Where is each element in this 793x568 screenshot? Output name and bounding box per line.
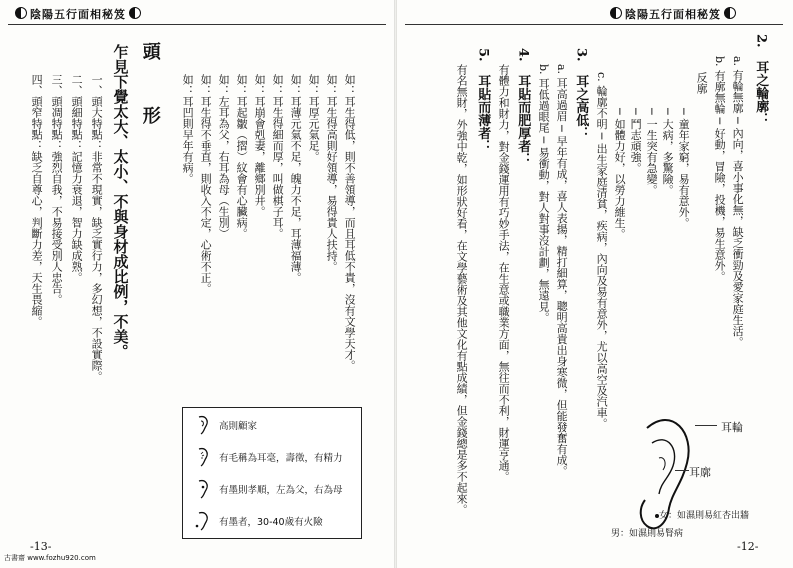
item2-a: a. 有輪無廓 ─ 內向，喜小事化無，缺乏衝勁及愛家庭生活。 [731, 56, 745, 348]
item2-c: c. 輪廓不明 ─ 出生家庭清貧，疾病，內向及易有意外，尤以高空及汽車。 [595, 72, 609, 429]
ear-note-3: 如：耳厚元氣足。 [307, 74, 321, 162]
legend-text-4: 有墨者，30-40歲有火險 [219, 517, 323, 528]
item3-b: b. 耳低過眼尾 ─ 易衝動，對人對事沒計劃，無遠見。 [537, 64, 551, 323]
left-page [0, 0, 396, 568]
item2-fankuo-label: 反廓 [695, 72, 709, 94]
right-header [607, 6, 739, 22]
earlobe-mole-icon [191, 510, 213, 532]
point-1: 一、頭大特點：非常不現實，缺乏實行力，多幻想，不設實際。 [90, 74, 104, 382]
ear-mole-icon [191, 478, 213, 500]
item4-title: 4. 耳貼而肥厚者： [515, 48, 531, 166]
fankuo-item-4: ─ 鬥志頑強。 [629, 108, 643, 174]
hairy-ear-icon [191, 446, 213, 468]
source-credit: 古書齋 www.fozhu920.com [4, 554, 96, 562]
item2-b: b. 有廓無輪 ─ 好動，冒險，投機，易生意外。 [713, 56, 727, 282]
left-page-number: -13- [30, 540, 52, 553]
legend-text-1: 高則顧家 [219, 421, 258, 432]
female-note: 女：如濕則易紅杏出牆 [659, 511, 750, 521]
item4-text: 有體力和財力，對金錢運用有巧妙手法，在生意或職業方面，無往而不利，財運亨通。 [497, 64, 511, 482]
fankuo-item-5: ─ 如體力好，以勞力維生。 [613, 108, 627, 240]
ear-note-2: 如：耳生得高則好領導，易得貴人扶持。 [325, 74, 339, 272]
ear-note-4: 如：耳薄元氣不足，魄力不足，耳薄福薄。 [289, 74, 303, 283]
yin-yang-icon [15, 7, 27, 19]
legend-row-2 [191, 446, 343, 468]
point-2: 二、頭細特點：記憶力衰退，智力缺成熟。 [70, 74, 84, 283]
item5-text: 有名無財，外強中乾，如形狀好看，在文學藝術及其他文化有點成績，但金錢總是多不起來。 [455, 64, 469, 515]
ear-lun-pointer [695, 425, 717, 426]
ear-note-8: 如：左耳為父，右耳為母（生別） [217, 74, 231, 239]
right-header-text: 陰陽五行面相秘笈 [625, 8, 721, 21]
legend-row-3 [191, 478, 343, 500]
ear-icon [191, 414, 213, 436]
section-subtitle: 乍見下覺太大、太小、不與身材成比例，不美。 [111, 44, 130, 359]
legend-text-3: 有墨則孝順，左為父，右為母 [219, 485, 343, 496]
ear-note-9: 如：耳生得不垂直，則收入不定，心術不正。 [199, 74, 213, 294]
fankuo-item-2: ─ 大病，多驚險。 [661, 108, 675, 196]
legend-row-1 [191, 414, 257, 436]
right-header-rule [405, 24, 783, 25]
fankuo-item-1: ─ 童年家窮，易有意外。 [677, 108, 691, 229]
ear-note-1: 如：耳生得低，則不善領導，而且耳低不貴，沒有文學天才。 [343, 74, 357, 371]
yin-yang-icon [610, 7, 622, 19]
ear-kuo-label: 耳廓 [689, 466, 711, 479]
ear-kuo-pointer [675, 470, 689, 471]
ear-legend-box [182, 407, 362, 539]
item3-a: a. 耳高過眉 ─ 早年有成，喜人表揚，精打細算，聰明高貴出身寒微，但能發奮有成。 [555, 64, 569, 477]
left-header-rule [8, 24, 386, 25]
item2-title: 2. 耳之輪廓： [753, 34, 769, 126]
point-4: 四、頭窄特點：缺乏自尊心，判斷力差，天生畏縮。 [30, 74, 44, 327]
fankuo-item-3: ─ 一生突有急變。 [645, 108, 659, 196]
item5-title: 5. 耳貼而薄者： [475, 48, 491, 153]
left-header-text: 陰陽五行面相秘笈 [30, 8, 126, 21]
right-page-number: -12- [737, 540, 759, 553]
item3-title: 3. 耳之高低： [573, 48, 589, 140]
right-page [397, 0, 793, 568]
ear-note-10: 如：耳凹則早年有病。 [181, 74, 195, 184]
legend-text-2: 有毛稱為耳毫，壽徵，有精力 [219, 453, 343, 464]
yin-yang-icon [724, 7, 736, 19]
left-header [12, 6, 144, 22]
male-note: 男：如濕則易腎病 [611, 529, 684, 539]
ear-lun-label: 耳輪 [721, 421, 743, 434]
legend-row-4 [191, 510, 323, 532]
ear-note-7: 如：耳起皺（摺）紋會有心臟病。 [235, 74, 249, 239]
ear-note-5: 如：耳生得細而厚，叫做棋子耳。 [271, 74, 285, 239]
point-3: 三、頭凋特點：強烈自我，不易接受別人忠告。 [50, 74, 64, 305]
section-title: 頭 形 [139, 42, 161, 138]
yin-yang-icon [129, 7, 141, 19]
ear-note-6: 如：耳崩會剋妻，離鄉別井。 [253, 74, 267, 217]
